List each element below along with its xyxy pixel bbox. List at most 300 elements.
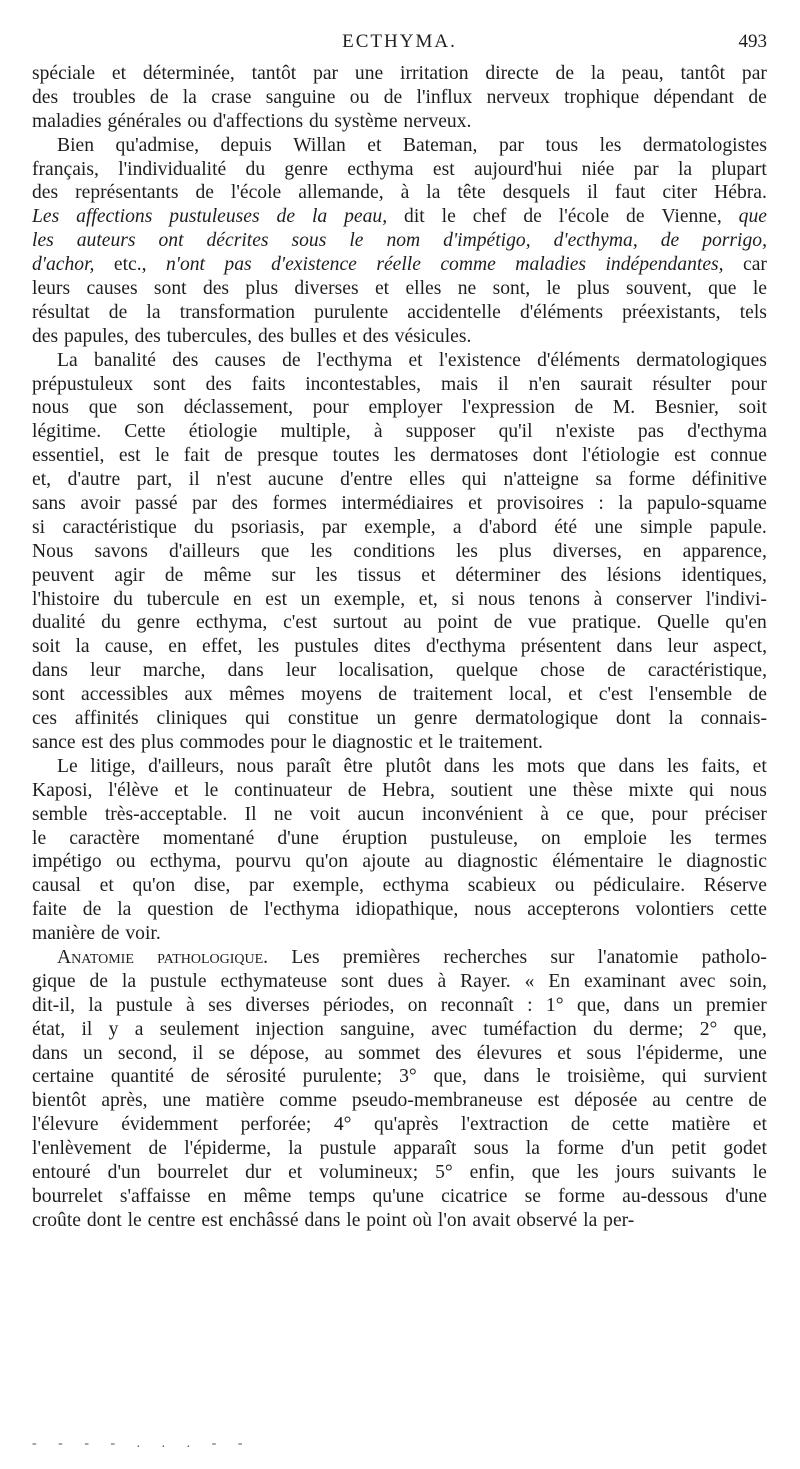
- word: simple: [640, 516, 693, 538]
- word: desquels: [502, 182, 571, 204]
- word: intermédiaires: [341, 493, 454, 515]
- word: en: [642, 540, 662, 562]
- word: si: [451, 588, 465, 610]
- word: dont: [532, 445, 568, 467]
- word: effet,: [201, 636, 243, 658]
- word: les: [32, 230, 54, 252]
- word: légitime.: [32, 421, 102, 443]
- word: et: [99, 875, 114, 897]
- word: :: [527, 994, 533, 1016]
- word: le: [349, 230, 364, 252]
- word: le: [441, 206, 456, 228]
- word: 2°: [699, 1018, 718, 1040]
- word: de: [164, 564, 184, 586]
- word: qu'une: [372, 1185, 424, 1207]
- word: que: [88, 397, 118, 419]
- word: part,: [136, 469, 173, 491]
- word: caractéristique,: [647, 660, 767, 682]
- word: se: [524, 1185, 541, 1207]
- word: dermatologique: [475, 708, 599, 730]
- word: qui: [461, 469, 487, 491]
- word: après,: [101, 1090, 148, 1112]
- word: irritation: [400, 63, 469, 84]
- word: aucune: [268, 469, 324, 491]
- word: agir: [114, 564, 145, 586]
- word: seulement: [159, 1018, 240, 1040]
- word: qui: [689, 779, 715, 801]
- word: savons: [94, 540, 148, 562]
- word: dans: [443, 755, 480, 777]
- word: de: [523, 206, 542, 228]
- word: caractéristique: [62, 516, 177, 538]
- word: Le: [57, 755, 78, 777]
- word: d'ailleurs,: [148, 755, 224, 777]
- text-line: [32, 994, 767, 1018]
- word: per-: [603, 1209, 635, 1231]
- word: de: [108, 301, 128, 323]
- word: pustuleuse,: [430, 827, 519, 849]
- text-line: [32, 1113, 767, 1137]
- word: dans: [618, 755, 655, 777]
- word: que,: [576, 994, 611, 1016]
- word: causal: [32, 875, 81, 897]
- word: résulter: [652, 373, 712, 395]
- word: sont: [153, 373, 186, 395]
- word: tubercules,: [166, 325, 253, 347]
- word: de: [276, 206, 296, 228]
- word: l'étiologie: [582, 445, 660, 467]
- word: l'épiderme,: [636, 1042, 724, 1064]
- word: les: [576, 1161, 599, 1183]
- word: supposer: [405, 421, 476, 443]
- word: genre: [284, 158, 328, 180]
- word: sur: [271, 564, 296, 586]
- word: le: [438, 731, 453, 753]
- word: faite: [32, 899, 67, 921]
- text-line: [32, 707, 767, 731]
- word: où: [412, 1209, 433, 1231]
- word: elles: [409, 469, 446, 491]
- word: la: [426, 182, 441, 204]
- text-line: [32, 516, 767, 540]
- word: :: [598, 493, 604, 515]
- word: est: [201, 1209, 224, 1231]
- word: qu'après: [374, 1114, 439, 1136]
- word: tantôt: [251, 63, 297, 84]
- word: de: [378, 684, 397, 706]
- word: sance: [32, 731, 76, 753]
- word: que: [531, 1161, 560, 1183]
- word: mots: [526, 755, 565, 777]
- word: le: [204, 779, 219, 801]
- word: et: [568, 684, 583, 706]
- word: sont: [153, 278, 187, 300]
- word: comme: [279, 1090, 337, 1112]
- word: cause,: [104, 636, 154, 658]
- word: avait: [472, 1209, 511, 1231]
- word: cette: [729, 899, 767, 921]
- word: d'affections: [212, 110, 304, 132]
- word: à: [400, 182, 410, 204]
- text-line: [32, 611, 767, 635]
- word: Cette: [124, 421, 166, 443]
- word: accepterons: [527, 899, 620, 921]
- word: dans: [616, 636, 653, 658]
- word: présentent: [520, 636, 602, 658]
- word: le: [546, 278, 561, 300]
- word: du: [194, 516, 214, 538]
- word: avec: [431, 1018, 467, 1040]
- word: ou: [187, 110, 207, 132]
- word: un: [376, 708, 397, 730]
- word: employer: [368, 397, 443, 419]
- word: crase: [211, 86, 252, 108]
- word: etc.,: [113, 254, 147, 276]
- word: n'atteigne: [503, 469, 579, 491]
- word: est: [674, 445, 696, 467]
- word: tous: [545, 134, 579, 156]
- word: en: [207, 1185, 227, 1207]
- page-body: [32, 62, 767, 1233]
- word: une: [738, 1042, 767, 1064]
- word: d'autre: [67, 469, 121, 491]
- word: survient: [703, 1066, 767, 1088]
- word: l'on: [437, 1209, 467, 1231]
- word: qu'en: [725, 612, 767, 634]
- word: diagnostic: [457, 851, 538, 873]
- word: évidemment: [121, 1114, 219, 1136]
- word: l'anatomie: [597, 946, 679, 968]
- word: le: [752, 278, 767, 300]
- word: l'influx: [416, 86, 473, 108]
- word: qu'il: [498, 421, 533, 443]
- text-line: [32, 1209, 767, 1233]
- word: les: [492, 755, 515, 777]
- word: a: [452, 516, 462, 538]
- word: cliniques: [156, 708, 228, 730]
- word: tête: [457, 182, 486, 204]
- word: à: [373, 421, 383, 443]
- word: enfin,: [469, 1161, 515, 1183]
- word: de: [100, 923, 120, 945]
- word: par: [313, 63, 339, 84]
- word: des: [560, 564, 587, 586]
- text-line: [32, 1018, 767, 1042]
- word: l'extraction: [461, 1114, 549, 1136]
- word: état,: [32, 1018, 66, 1040]
- word: dont: [616, 708, 651, 730]
- word: sanguine,: [340, 1018, 415, 1040]
- word: du: [101, 612, 121, 634]
- word: Willan: [293, 134, 346, 156]
- word: au: [403, 612, 422, 634]
- word: dise,: [193, 875, 231, 897]
- word: à: [593, 588, 603, 610]
- word: d'ecthyma: [425, 636, 506, 658]
- word: dit-il,: [32, 994, 75, 1016]
- word: du: [593, 1018, 613, 1040]
- word: pustule: [149, 970, 207, 992]
- word: les: [257, 636, 280, 658]
- word: tenons: [528, 588, 580, 610]
- word: des: [231, 493, 258, 515]
- word: 1°: [545, 994, 564, 1016]
- word: aujourd'hui: [473, 158, 563, 180]
- word: plus: [245, 278, 279, 300]
- word: même: [243, 1185, 292, 1207]
- word: nous: [474, 899, 512, 921]
- word: ou: [115, 851, 136, 873]
- word: connue: [710, 445, 767, 467]
- word: mais: [440, 373, 478, 395]
- word: forme: [558, 1185, 605, 1207]
- word: c'est: [283, 612, 318, 634]
- word: par: [498, 134, 524, 156]
- text-line: [32, 803, 767, 827]
- word: la: [121, 970, 137, 992]
- word: diverses,: [552, 540, 622, 562]
- word: que: [577, 755, 606, 777]
- word: si: [32, 516, 46, 538]
- word: l'ecthyma: [316, 349, 393, 371]
- word: ecthymateuse: [220, 970, 328, 992]
- word: de: [574, 397, 594, 419]
- word: ont: [158, 230, 184, 252]
- word: momentané: [162, 827, 255, 849]
- word: psoriasis,: [230, 516, 305, 538]
- word: pour: [651, 803, 688, 825]
- word: ecthyma: [347, 158, 414, 180]
- text-line: [32, 898, 767, 922]
- word: l'ensemble: [649, 684, 733, 706]
- word: les: [310, 540, 333, 562]
- word: pustules: [294, 636, 359, 658]
- word: quelque: [455, 660, 519, 682]
- word: dont: [86, 1209, 122, 1231]
- word: les: [669, 827, 692, 849]
- word: transformation: [179, 301, 296, 323]
- word: volontiers: [635, 899, 715, 921]
- word: ses: [208, 994, 233, 1016]
- word: plupart: [711, 158, 767, 180]
- word: matière: [671, 1114, 731, 1136]
- word: dermatoses: [430, 445, 519, 467]
- text-line: [32, 635, 767, 659]
- text-line: [32, 420, 767, 444]
- paragraph: [32, 62, 767, 134]
- word: qui: [661, 1066, 687, 1088]
- word: de: [660, 230, 680, 252]
- word: moyens: [300, 684, 362, 706]
- word: de: [607, 660, 626, 682]
- word: et: [752, 1114, 767, 1136]
- word: chose: [540, 660, 585, 682]
- word: n'existe: [555, 421, 615, 443]
- word: les: [393, 445, 416, 467]
- word: tels: [739, 301, 767, 323]
- word: sans: [32, 493, 66, 515]
- word: dualité: [32, 612, 86, 634]
- word: enchâssé: [228, 1209, 299, 1231]
- text-line: [32, 492, 767, 516]
- word: l'individualité: [118, 158, 227, 180]
- word: dermatologistes: [642, 134, 767, 156]
- word: par: [192, 493, 218, 515]
- word: papule.: [709, 516, 767, 538]
- text-line: [32, 874, 767, 898]
- text-line: [32, 301, 767, 325]
- word: volumineux;: [319, 1161, 419, 1183]
- word: leur: [90, 660, 121, 682]
- word: et: [557, 1042, 572, 1064]
- word: porrigo,: [702, 230, 767, 252]
- word: n'est: [216, 469, 252, 491]
- word: à: [437, 970, 447, 992]
- word: préciser: [704, 803, 767, 825]
- word: français,: [32, 158, 99, 180]
- word: sont: [341, 970, 374, 992]
- word: et: [421, 564, 436, 586]
- word: 5°: [435, 1161, 453, 1183]
- word: prépustuleux: [32, 373, 134, 395]
- word: ne: [273, 803, 293, 825]
- word: point: [437, 612, 478, 634]
- word: et: [408, 349, 423, 371]
- word: est: [81, 731, 104, 753]
- word: tuméfaction: [483, 1018, 577, 1040]
- word: il: [192, 1042, 204, 1064]
- word: conserver: [615, 588, 693, 610]
- word: de: [148, 1138, 167, 1160]
- word: cicatrice: [441, 1185, 508, 1207]
- word: pédiculaire.: [593, 875, 686, 897]
- word: peau,: [344, 206, 388, 228]
- word: incontestables,: [305, 373, 422, 395]
- word: leur: [285, 660, 317, 682]
- word: manière: [32, 923, 96, 945]
- word: soit: [32, 636, 61, 658]
- word: emploie: [583, 827, 647, 849]
- word: peuvent: [32, 564, 95, 586]
- text-line: [32, 1137, 767, 1161]
- word: le: [312, 731, 327, 753]
- word: même: [203, 564, 252, 586]
- word: certaine: [32, 1066, 94, 1088]
- text-line: [32, 396, 767, 420]
- word: l'ecthyma: [264, 899, 340, 921]
- word: exemple,: [333, 588, 406, 610]
- word: examinant: [584, 970, 666, 992]
- word: système: [334, 110, 398, 132]
- text-line: [32, 1185, 767, 1209]
- word: injection: [255, 1018, 324, 1040]
- word: 3°: [399, 1066, 417, 1088]
- word: affinités: [74, 708, 139, 730]
- word: été: [554, 516, 578, 538]
- word: lésions: [606, 564, 662, 586]
- word: ou: [349, 86, 370, 108]
- word: Anatomie: [57, 946, 134, 968]
- word: litige,: [90, 755, 136, 777]
- word: les: [315, 564, 338, 586]
- word: bourrelet: [157, 1161, 229, 1183]
- word: l'expression: [462, 397, 555, 419]
- word: sont,: [492, 278, 531, 300]
- word: troisième,: [567, 1066, 646, 1088]
- text-line: [32, 229, 767, 253]
- word: premières: [342, 946, 421, 968]
- word: comme: [440, 254, 496, 276]
- word: un: [672, 994, 693, 1016]
- word: a: [134, 1018, 144, 1040]
- word: accidentelle: [407, 301, 501, 323]
- word: scabieux: [467, 875, 537, 897]
- word: pustule: [115, 994, 173, 1016]
- word: Bateman,: [402, 134, 478, 156]
- word: que,: [433, 1066, 467, 1088]
- word: plus: [141, 731, 174, 753]
- word: des: [109, 731, 136, 753]
- word: au: [324, 1042, 343, 1064]
- word: semble: [32, 803, 88, 825]
- word: presque: [257, 445, 319, 467]
- word: Vienne,: [661, 206, 722, 228]
- text-line: [32, 540, 767, 564]
- word: niée: [581, 158, 615, 180]
- word: Kaposi,: [32, 779, 93, 801]
- word: Les: [291, 946, 320, 968]
- word: dépendant: [653, 86, 735, 108]
- paragraph: [32, 134, 767, 349]
- word: sont: [32, 684, 65, 706]
- word: une: [594, 516, 623, 538]
- word: être: [343, 755, 373, 777]
- word: le: [155, 445, 170, 467]
- word: qu'on: [132, 875, 176, 897]
- word: bulles: [289, 325, 337, 347]
- word: nous: [478, 588, 516, 610]
- word: en: [233, 588, 252, 610]
- word: vésicules.: [394, 325, 472, 347]
- word: l'enlèvement: [32, 1138, 132, 1160]
- word: la: [311, 206, 328, 228]
- word: la: [146, 301, 161, 323]
- word: soin,: [729, 970, 767, 992]
- word: dermatologiques: [636, 349, 767, 371]
- word: La: [57, 349, 78, 371]
- word: forme: [628, 469, 676, 491]
- word: dans: [623, 994, 660, 1016]
- word: auteurs: [76, 230, 136, 252]
- word: que,: [733, 1018, 767, 1040]
- word: et: [374, 278, 390, 300]
- word: perforée;: [240, 1114, 312, 1136]
- word: sous: [473, 1138, 509, 1160]
- word: un: [83, 1042, 103, 1064]
- word: dans: [32, 1042, 68, 1064]
- word: nous: [729, 779, 767, 801]
- word: localisation,: [338, 660, 434, 682]
- word: observé: [516, 1209, 578, 1231]
- word: local,: [508, 684, 552, 706]
- word: sérosité: [226, 1066, 286, 1088]
- text-line: [32, 86, 767, 110]
- word: la: [590, 63, 605, 84]
- text-line: [32, 755, 767, 779]
- word: du: [308, 110, 329, 132]
- paragraph: [32, 946, 767, 1233]
- word: préexistants,: [622, 301, 721, 323]
